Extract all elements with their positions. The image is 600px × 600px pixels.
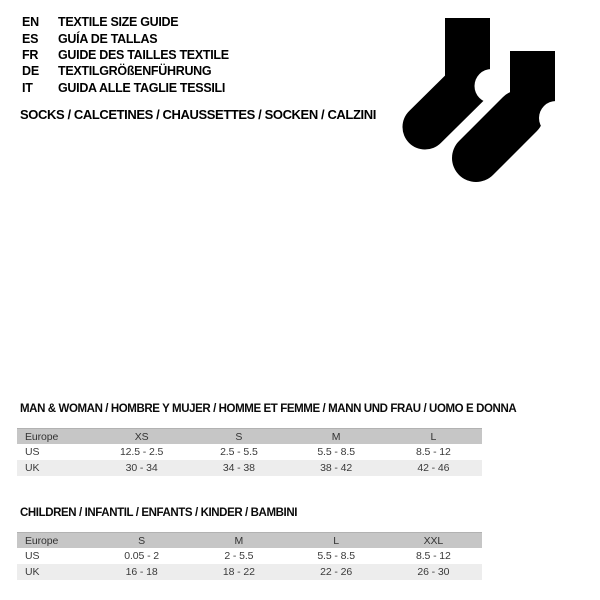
language-row-en	[22, 14, 229, 30]
column-header-size: S	[235, 430, 243, 443]
column-header-size: L	[430, 430, 437, 443]
category-heading: SOCKS / CALCETINES / CHAUSSETTES / SOCKEN / CALZINI	[20, 107, 376, 122]
size-value: 22 - 26	[320, 566, 353, 578]
children-table-title: CHILDREN / INFANTIL / ENFANTS / KINDER / BAMBINI	[20, 507, 298, 519]
table-header-row	[17, 532, 482, 548]
table-row-uk	[17, 564, 482, 580]
language-title: TEXTILE SIZE GUIDE	[58, 15, 179, 30]
column-header-size: M	[234, 534, 244, 547]
table-row-uk	[17, 460, 482, 476]
column-header-size: XXL	[423, 534, 444, 547]
size-value: 18 - 22	[222, 566, 255, 578]
size-value: 26 - 30	[417, 566, 450, 578]
size-value: 16 - 18	[125, 566, 158, 578]
row-label: US	[25, 446, 40, 458]
language-code: DE	[22, 64, 39, 79]
socks-icon	[400, 14, 570, 184]
column-header-size: M	[331, 430, 341, 443]
size-value: 5.5 - 8.5	[317, 550, 355, 562]
row-label: US	[25, 550, 40, 562]
size-value: 5.5 - 8.5	[317, 446, 355, 458]
column-header-europe: Europe	[25, 430, 59, 443]
column-header-size: XS	[134, 430, 149, 443]
size-value: 38 - 42	[320, 462, 353, 474]
children-size-table-section	[17, 507, 482, 580]
language-title: GUIDE DES TAILLES TEXTILE	[58, 47, 229, 62]
language-row-fr	[22, 47, 229, 63]
language-row-it	[22, 80, 229, 96]
language-code: IT	[22, 80, 33, 95]
row-label: UK	[25, 566, 40, 578]
adult-size-table	[17, 428, 482, 476]
language-code: EN	[22, 15, 39, 30]
table-row-us	[17, 548, 482, 564]
size-value: 42 - 46	[417, 462, 450, 474]
language-code: ES	[22, 31, 39, 46]
language-title: GUIDA ALLE TAGLIE TESSILI	[58, 80, 226, 95]
children-size-table	[17, 532, 482, 580]
column-header-size: S	[138, 534, 146, 547]
column-header-europe: Europe	[25, 534, 59, 547]
language-title: TEXTILGRÖßENFÜHRUNG	[58, 64, 212, 79]
size-value: 8.5 - 12	[415, 446, 451, 458]
size-value: 2.5 - 5.5	[220, 446, 258, 458]
size-value: 12.5 - 2.5	[119, 446, 164, 458]
language-row-de	[22, 63, 229, 79]
size-value: 0.05 - 2	[124, 550, 160, 562]
size-value: 34 - 38	[222, 462, 255, 474]
table-row-us	[17, 444, 482, 460]
adult-table-title: MAN & WOMAN / HOMBRE Y MUJER / HOMME ET FEMME / MANN UND FRAU / UOMO E DONNA	[20, 403, 517, 415]
language-title: GUÍA DE TALLAS	[58, 31, 158, 46]
size-value: 2 - 5.5	[224, 550, 254, 562]
table-header-row	[17, 428, 482, 444]
row-label: UK	[25, 462, 40, 474]
size-value: 8.5 - 12	[415, 550, 451, 562]
adult-size-table-section	[17, 403, 517, 476]
column-header-size: L	[333, 534, 339, 547]
language-code: FR	[22, 47, 39, 62]
language-row-es	[22, 30, 229, 46]
language-title-list	[22, 14, 229, 96]
size-value: 30 - 34	[125, 462, 158, 474]
